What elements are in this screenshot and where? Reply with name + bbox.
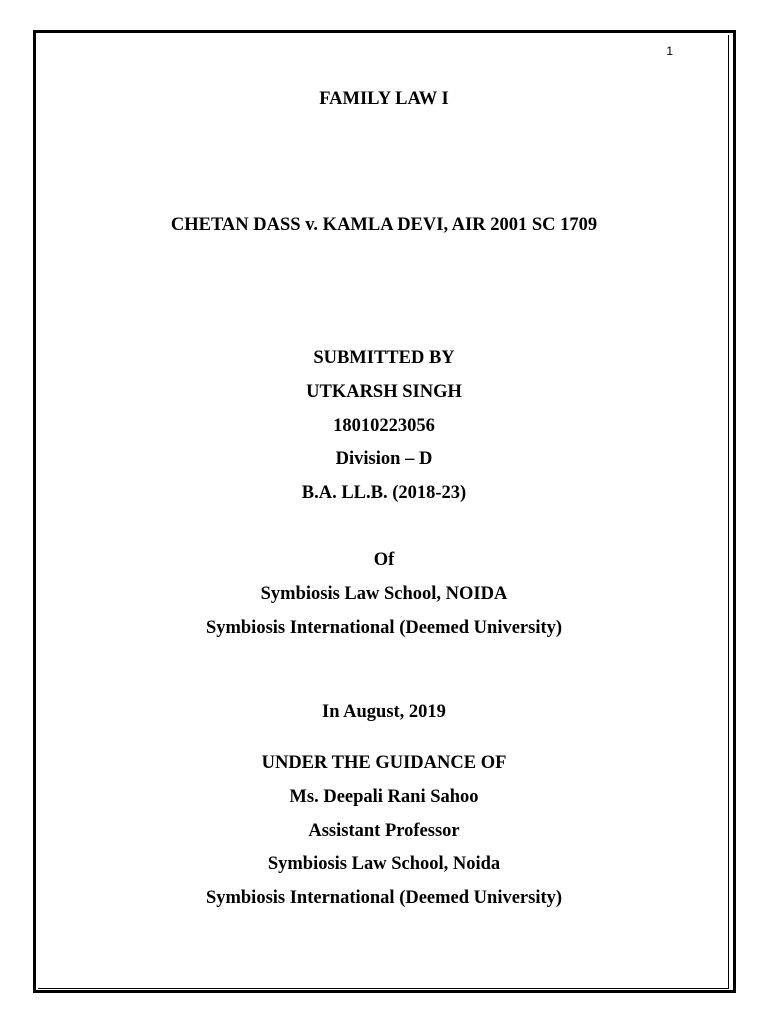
course-title: FAMILY LAW I	[319, 89, 449, 109]
roll-number: 18010223056	[333, 416, 435, 436]
division: Division – D	[335, 449, 433, 469]
case-title: CHETAN DASS v. KAMLA DEVI, AIR 2001 SC 1709	[170, 215, 598, 235]
submission-date: In August, 2019	[322, 702, 446, 722]
guidance-heading: UNDER THE GUIDANCE OF	[261, 753, 507, 773]
submitted-by-heading: SUBMITTED BY	[313, 348, 455, 368]
page-number: 1	[666, 44, 673, 58]
program: B.A. LL.B. (2018-23)	[301, 483, 467, 503]
university-name: Symbiosis International (Deemed University)	[205, 618, 563, 638]
guide-school: Symbiosis Law School, Noida	[267, 854, 501, 874]
guide-name: Ms. Deepali Rani Sahoo	[289, 787, 479, 807]
guide-university: Symbiosis International (Deemed University)	[205, 888, 563, 908]
page-border-shadow	[38, 35, 729, 989]
of-label: Of	[373, 550, 395, 570]
guide-designation: Assistant Professor	[308, 821, 460, 841]
student-name: UTKARSH SINGH	[306, 382, 462, 402]
school-name: Symbiosis Law School, NOIDA	[260, 584, 508, 604]
